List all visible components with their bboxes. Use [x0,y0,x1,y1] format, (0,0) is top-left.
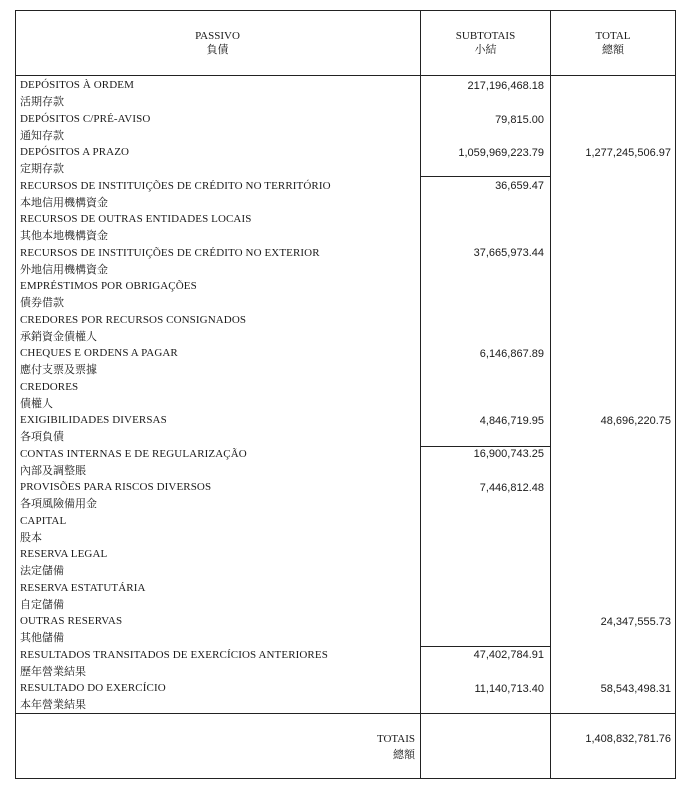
col-divider-2 [550,10,551,779]
totals-label-pt: TOTAIS [376,733,415,745]
account-label-zh: 本地信用機構資金 [20,195,108,209]
account-row [20,346,420,378]
account-label-pt: RECURSOS DE OUTRAS ENTIDADES LOCAIS [20,213,252,225]
header-subtotais-pt: SUBTOTAIS [455,30,516,42]
frame-top [15,10,676,11]
total-value: 1,277,245,506.97 [585,147,671,159]
subtotal-value: 7,446,812.48 [479,482,544,494]
account-label-zh: 通知存款 [20,128,64,142]
account-label-zh: 其他儲備 [20,631,64,644]
subtotal-value: 217,196,468.18 [467,80,544,92]
account-row [20,614,420,646]
account-label-zh: 其他本地機構資金 [20,229,108,242]
account-label-zh: 歷年營業結果 [20,664,86,678]
account-label-pt: CONTAS INTERNAS E DE REGULARIZAÇÃO [20,447,247,460]
account-label-zh: 債券借款 [20,296,64,309]
account-row [20,447,420,479]
account-label-pt: CREDORES POR RECURSOS CONSIGNADOS [20,313,247,326]
col-divider-1 [420,10,421,779]
account-row [20,648,420,680]
totals-label [300,732,415,762]
account-label-pt: CAPITAL [20,514,67,527]
account-label-pt: EXIGIBILIDADES DIVERSAS [20,414,167,426]
account-row [20,145,420,177]
account-label-pt: OUTRAS RESERVAS [20,615,123,627]
subtotal-value: 16,900,743.25 [473,448,544,460]
total-value: 24,347,555.73 [600,616,671,628]
subtotal-value: 37,665,973.44 [473,247,544,259]
totals-label-zh: 總額 [393,748,415,761]
account-row [20,480,420,512]
account-label-zh: 外地信用機構資金 [20,262,108,276]
header-subtotais-zh: 小結 [474,43,497,56]
header-divider [15,75,676,76]
account-label-zh: 本年營業結果 [20,698,86,711]
account-row [20,413,420,445]
account-row [20,246,420,278]
totals-divider [15,713,676,714]
account-row [20,547,420,579]
account-row [20,179,420,211]
subtotal-separator [420,446,551,447]
account-label-pt: PROVISÕES PARA RISCOS DIVERSOS [20,481,212,493]
account-row [20,581,420,613]
account-row [20,112,420,144]
account-row [20,78,420,110]
account-label-pt: RECURSOS DE INSTITUIÇÕES DE CRÉDITO NO TERRITÓRIO [20,179,331,192]
account-row [20,212,420,244]
header-total [551,29,675,57]
subtotal-value: 6,146,867.89 [479,348,544,360]
account-label-zh: 活期存款 [20,95,64,108]
frame-right [675,10,676,779]
frame-bottom [15,778,676,779]
header-total-zh: 總額 [602,43,624,56]
subtotal-value: 36,659.47 [495,180,544,192]
frame-left [15,10,16,779]
account-label-pt: DEPÓSITOS A PRAZO [20,146,130,158]
account-label-zh: 債權人 [20,396,53,410]
subtotal-value: 1,059,969,223.79 [458,147,544,159]
account-row [20,279,420,311]
total-value: 58,543,498.31 [600,683,671,695]
account-row [20,681,420,713]
account-row [20,514,420,546]
grand-total-value: 1,408,832,781.76 [585,733,671,745]
subtotal-value: 4,846,719.95 [479,415,544,427]
header-passivo-zh: 負債 [206,43,229,56]
subtotal-separator [420,646,551,647]
header-passivo-pt: PASSIVO [195,30,240,42]
header-total-pt: TOTAL [595,30,631,42]
account-label-zh: 定期存款 [20,162,64,175]
header-subtotais [421,29,550,57]
account-label-pt: RESERVA ESTATUTÁRIA [20,581,146,594]
subtotal-value: 47,402,784.91 [473,649,544,661]
account-label-zh: 法定儲備 [20,564,64,577]
account-label-zh: 內部及調整賬 [20,463,86,477]
header-passivo [15,29,420,57]
account-label-pt: RESULTADOS TRANSITADOS DE EXERCÍCIOS ANTERIORES [20,648,328,661]
subtotal-value: 79,815.00 [495,114,544,126]
account-row [20,313,420,345]
account-label-zh: 各項風險備用金 [20,497,97,510]
account-label-zh: 應付支票及票據 [20,363,97,376]
account-label-pt: RESERVA LEGAL [20,548,108,560]
account-label-zh: 股本 [20,530,42,544]
account-label-pt: EMPRÉSTIMOS POR OBRIGAÇÕES [20,280,197,292]
account-label-zh: 自定儲備 [20,597,64,611]
total-value: 48,696,220.75 [600,415,671,427]
account-label-pt: DEPÓSITOS À ORDEM [20,79,134,91]
account-row [20,380,420,412]
account-label-pt: RECURSOS DE INSTITUIÇÕES DE CRÉDITO NO EXTERIOR [20,246,320,259]
account-label-pt: CREDORES [20,380,79,393]
account-label-pt: DEPÓSITOS C/PRÉ-AVISO [20,112,151,125]
subtotal-value: 11,140,713.40 [474,683,544,695]
subtotal-separator [420,176,551,177]
account-label-zh: 承銷資金債權人 [20,329,97,343]
account-label-zh: 各項負債 [20,430,64,443]
account-label-pt: CHEQUES E ORDENS A PAGAR [20,347,178,359]
account-label-pt: RESULTADO DO EXERCÍCIO [20,682,166,694]
